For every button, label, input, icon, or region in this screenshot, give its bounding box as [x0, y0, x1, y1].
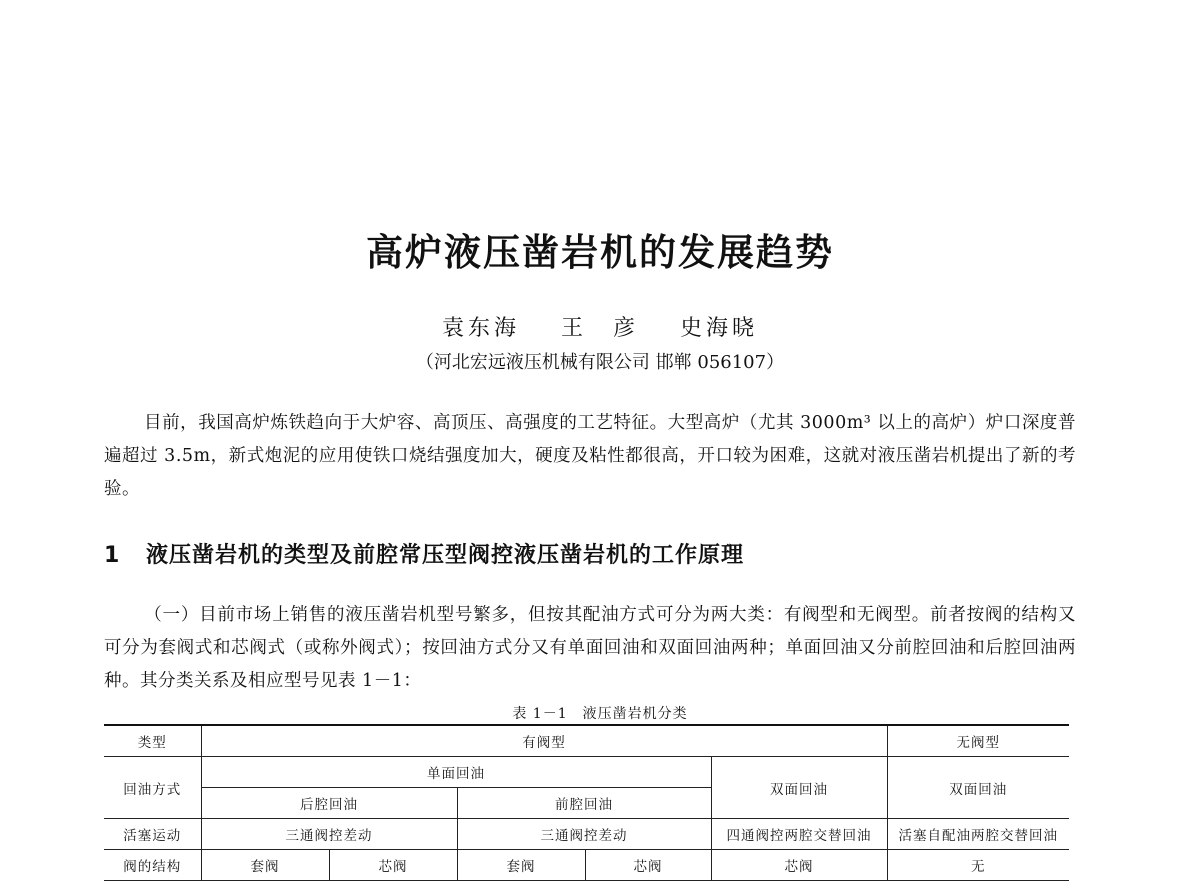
- intro-paragraph-text: 目前，我国高炉炼铁趋向于大炉容、高顶压、高强度的工艺特征。大型高炉（尤其 3000m³ 以上的高炉）炉口深度普遍超过 3.5m，新式炮泥的应用使铁口烧结强度加大，硬度及粘性都很高，开口较为困难，这就对液压凿岩机提出了新的考验。: [104, 413, 1076, 499]
- table-cell: 双面回油: [887, 757, 1069, 819]
- classification-table: [104, 724, 1069, 881]
- body-paragraph-text: （一）目前市场上销售的液压凿岩机型号繁多，但按其配油方式可分为两大类：有阀型和无阀型。前者按阀的结构又可分为套阀式和芯阀式（或称外阀式）；按回油方式分又有单面回油和双面回油两种；单面回油又分前腔回油和后腔回油两种。其分类关系及相应型号见表 1－1：: [104, 605, 1076, 691]
- author-list: [0, 311, 1200, 342]
- table-cell: 套阀: [201, 850, 329, 881]
- section-title: 液压凿岩机的类型及前腔常压型阀控液压凿岩机的工作原理: [146, 543, 745, 568]
- table-cell: 类型: [104, 725, 201, 757]
- table-row: [104, 819, 1069, 850]
- table-cell: 有阀型: [201, 725, 887, 757]
- table-cell: 阀的结构: [104, 850, 201, 881]
- section-number: 1: [104, 543, 121, 568]
- table-cell: 四通阀控两腔交替回油: [711, 819, 887, 850]
- table-cell: 双面回油: [711, 757, 887, 819]
- table-cell: 三通阀控差动: [457, 819, 711, 850]
- table-cell: 活塞运动: [104, 819, 201, 850]
- table-cell: 芯阀: [711, 850, 887, 881]
- table-cell: 单面回油: [201, 757, 711, 788]
- author-name: 史海晓: [680, 316, 759, 341]
- table-row: [104, 850, 1069, 881]
- table-row: [104, 725, 1069, 757]
- table-cell: 回油方式: [104, 757, 201, 819]
- author-name: 袁东海: [441, 316, 520, 341]
- section-heading: [104, 538, 744, 569]
- table-cell: 活塞自配油两腔交替回油: [887, 819, 1069, 850]
- table-row: [104, 757, 1069, 788]
- intro-paragraph: [104, 407, 1076, 506]
- table-cell: 无: [887, 850, 1069, 881]
- table-cell: 前腔回油: [457, 788, 711, 819]
- author-affiliation: （河北宏远液压机械有限公司 邯郸 056107）: [415, 352, 785, 373]
- table-cell: 无阀型: [887, 725, 1069, 757]
- table-cell: 套阀: [457, 850, 585, 881]
- paper-title: 高炉液压凿岩机的发展趋势: [366, 231, 834, 274]
- body-paragraph: [104, 599, 1076, 698]
- table-cell: 芯阀: [585, 850, 711, 881]
- table-cell: 芯阀: [329, 850, 457, 881]
- author-name: 王 彦: [560, 316, 639, 341]
- table-cell: 后腔回油: [201, 788, 457, 819]
- table-cell: 三通阀控差动: [201, 819, 457, 850]
- table-caption: 表 1－1 液压凿岩机分类: [512, 706, 688, 722]
